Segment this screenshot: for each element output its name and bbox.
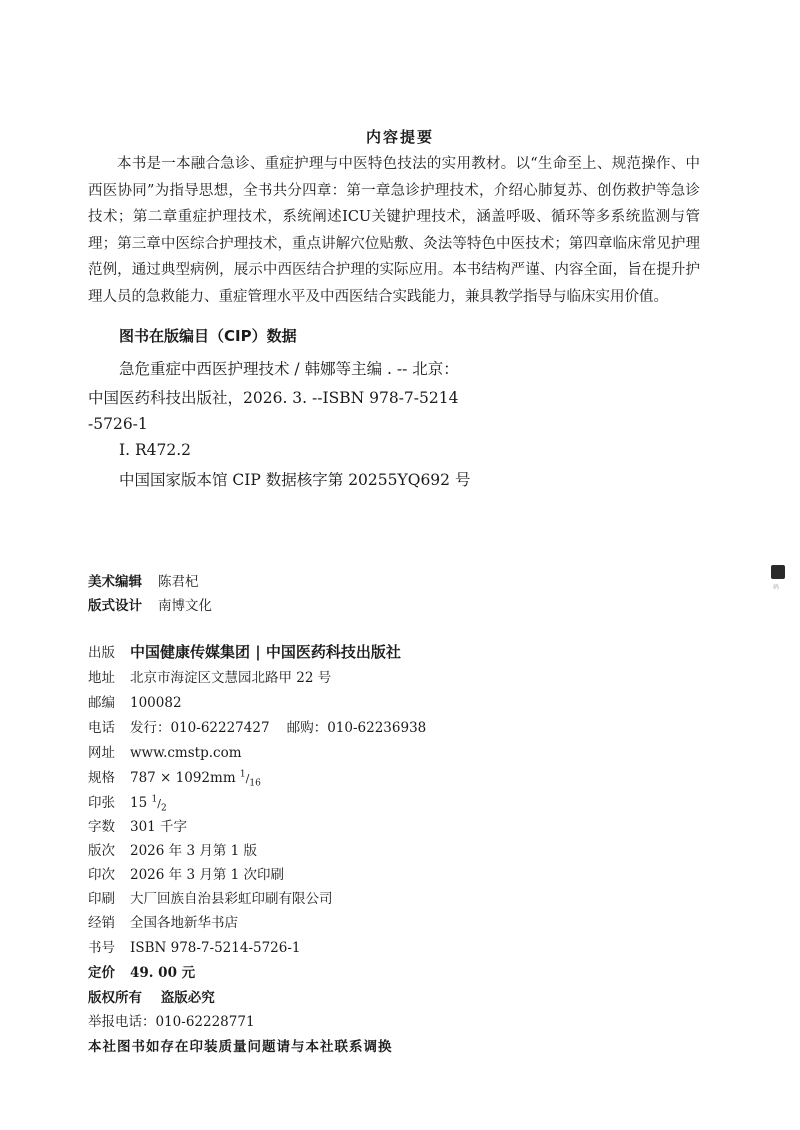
- art-editor-name: 陈君杞: [158, 574, 199, 590]
- row-website: [88, 741, 242, 761]
- website: www.cmstp.com: [130, 745, 242, 761]
- format-numerator: 1: [239, 769, 246, 780]
- phone-label: 电话: [88, 720, 115, 736]
- layout-label: 版式设计: [88, 598, 142, 614]
- edition-label: 版次: [88, 843, 115, 859]
- row-distributor: [88, 911, 238, 931]
- printing-label: 印次: [88, 867, 115, 883]
- cip-line-3: -5726-1: [88, 415, 148, 433]
- printer-label: 印刷: [88, 891, 115, 907]
- cip-line-4: Ⅰ. R472.2: [119, 441, 192, 459]
- report-phone: 举报电话：010-62228771: [88, 1014, 255, 1030]
- address: 北京市海淀区文慧园北路甲 22 号: [130, 670, 332, 686]
- side-code-text: 码: [773, 584, 780, 591]
- words-label: 字数: [88, 819, 115, 835]
- postcode-label: 邮编: [88, 695, 115, 711]
- row-printer: [88, 887, 333, 907]
- sheets-denominator: 2: [160, 803, 167, 814]
- layout-name: 南博文化: [158, 598, 212, 614]
- address-label: 地址: [88, 670, 115, 686]
- format-main: 787 × 1092mm: [130, 770, 236, 786]
- row-price: [88, 961, 195, 981]
- postcode: 100082: [130, 695, 182, 711]
- publisher-label: 出版: [88, 645, 115, 661]
- row-words: [88, 815, 187, 835]
- edition: 2026 年 3 月第 1 版: [130, 843, 257, 859]
- sheets-label: 印张: [88, 795, 115, 811]
- cip-line-1: 急危重症中西医护理技术 / 韩娜等主编 . -- 北京：: [119, 360, 459, 378]
- art-editor-label: 美术编辑: [88, 574, 142, 590]
- row-printing: [88, 863, 284, 883]
- distributor: 全国各地新华书店: [130, 915, 238, 931]
- row-publisher: [88, 641, 401, 662]
- isbn-label: 书号: [88, 940, 115, 956]
- publisher: 中国健康传媒集团 | 中国医药科技出版社: [130, 643, 401, 661]
- price: 49. 00 元: [130, 965, 196, 981]
- row-isbn: [88, 936, 301, 956]
- copyright: 版权所有 盗版必究: [88, 990, 215, 1006]
- quality-notice: 本社图书如存在印装质量问题请与本社联系调换: [88, 1039, 393, 1055]
- row-format: 规格 787 × 1092mm $^1/_{16}$: [88, 766, 261, 789]
- website-label: 网址: [88, 745, 115, 761]
- credit-layout: [88, 594, 212, 614]
- cip-heading: 图书在版编目（CIP）数据: [119, 327, 297, 345]
- cip-line-2: 中国医药科技出版社，2026. 3. --ISBN 978-7-5214: [88, 389, 459, 407]
- row-phone: [88, 716, 426, 736]
- sheets-main: 15: [130, 795, 148, 811]
- format-label: 规格: [88, 770, 115, 786]
- format-denominator: 16: [249, 778, 261, 789]
- credit-art-editor: [88, 570, 199, 590]
- sheets-numerator: 1: [151, 794, 158, 805]
- price-label: 定价: [88, 965, 115, 981]
- cip-line-5: 中国国家版本馆 CIP 数据核字第 20255YQ692 号: [119, 471, 471, 489]
- printing: 2026 年 3 月第 1 次印刷: [130, 867, 284, 883]
- isbn: ISBN 978-7-5214-5726-1: [130, 940, 301, 956]
- printer: 大厂回族自治县彩虹印刷有限公司: [130, 891, 333, 907]
- row-edition: [88, 839, 257, 859]
- row-address: [88, 666, 331, 686]
- summary-body: 本书是一本融合急诊、重症护理与中医特色技法的实用教材。以“生命至上、规范操作、中西医协同”为指导思想，全书共分四章：第一章急诊护理技术，介绍心肺复苏、创伤救护等急诊技术；第二章重症护理技术，系统阐述ICU关键护理技术，涵盖呼吸、循环等多系统监测与管理；第三章中医综合护理技术，重点讲解穴位贴敷、灸法等特色中医技术；第四章临床常见护理范例，通过典型病例，展示中西医结合护理的实际应用。本书结构严谨、内容全面，旨在提升护理人员的急救能力、重症管理水平及中西医结合实践能力，兼具教学指导与临床实用价值。: [88, 156, 700, 305]
- distributor-label: 经销: [88, 915, 115, 931]
- row-sheets: 印张 15 $^1/_2$: [88, 791, 167, 814]
- summary-title: 内容提要: [365, 128, 434, 146]
- words: 301 千字: [130, 819, 188, 835]
- phone: 发行：010-62227427 邮购：010-62236938: [130, 720, 427, 736]
- qr-code-icon: [771, 565, 785, 579]
- row-postcode: [88, 691, 182, 711]
